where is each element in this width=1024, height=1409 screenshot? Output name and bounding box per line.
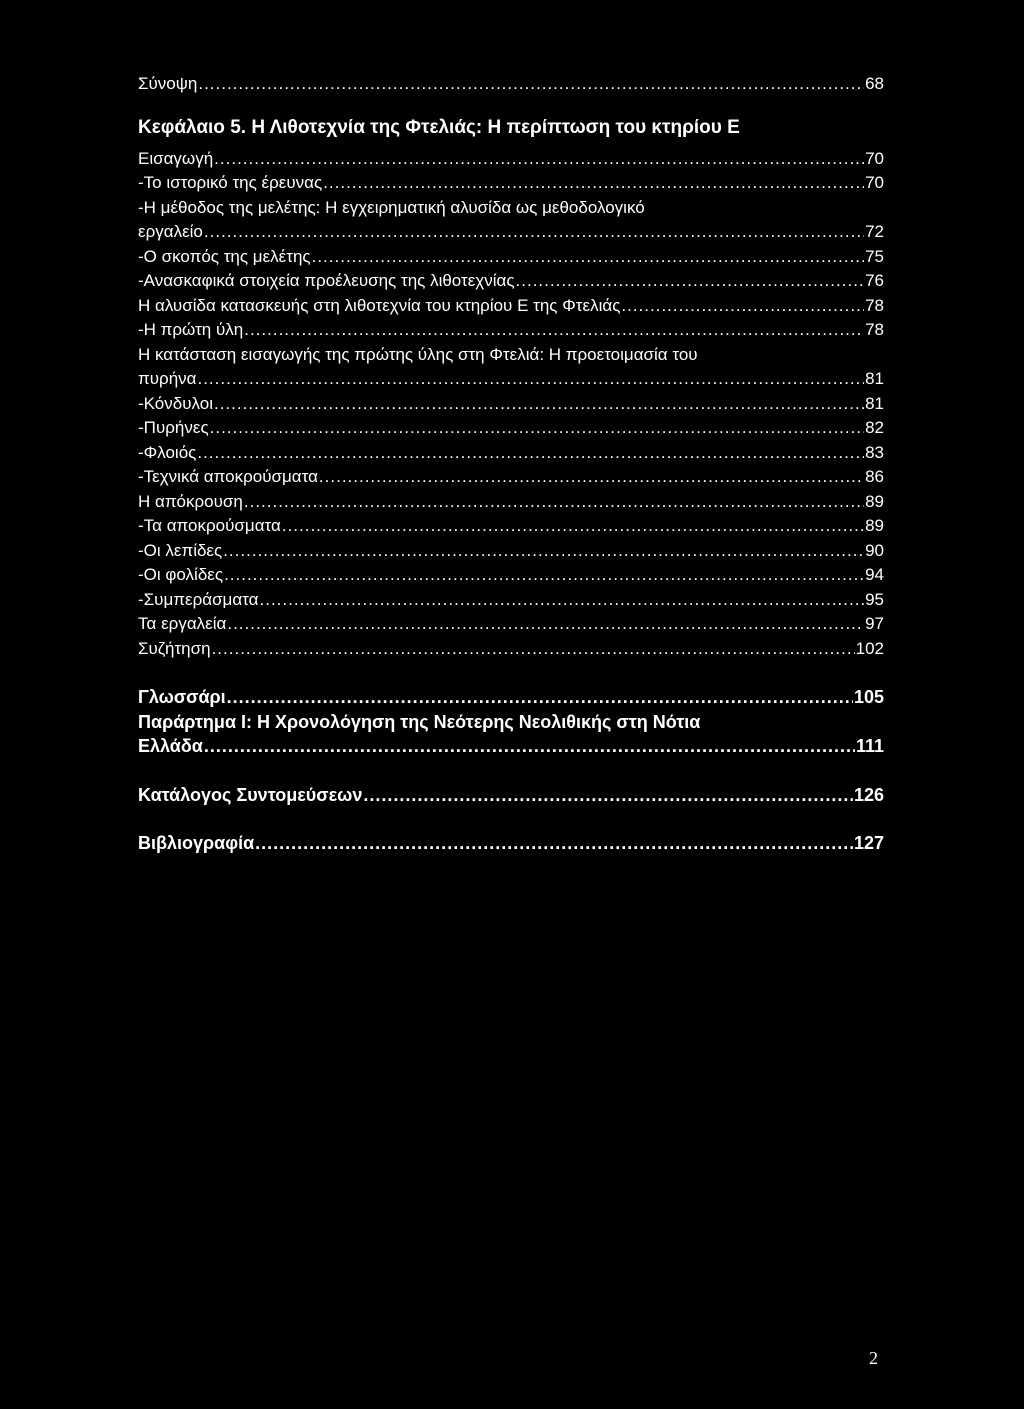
toc-entry-label: -Φλοιός xyxy=(138,442,197,462)
toc-entry-label: -Πυρήνες xyxy=(138,418,209,437)
dot-leader xyxy=(244,318,864,343)
dot-leader xyxy=(516,269,865,294)
toc-entry-page: 95 xyxy=(865,589,884,609)
toc-entry-page: 126 xyxy=(853,784,884,805)
toc-entry-label: Η απόκρουση xyxy=(138,491,243,511)
toc-entry xyxy=(138,588,884,613)
dot-leader xyxy=(204,734,855,759)
toc-entry-label: Ελλάδα xyxy=(138,736,203,756)
toc-entry-page: 90 xyxy=(865,540,884,560)
toc-entry-label: -Ανασκαφικά στοιχεία προέλευσης της λιθοτεχνίας xyxy=(138,271,515,290)
dot-leader xyxy=(255,831,853,856)
dot-leader xyxy=(197,367,864,392)
toc-entry-page: 81 xyxy=(865,393,884,413)
toc-entry-bibliography xyxy=(138,831,884,856)
toc-entry-label: Κατάλογος Συντομεύσεων xyxy=(138,784,363,805)
dot-leader xyxy=(319,465,864,490)
toc-entry-page: 94 xyxy=(865,565,884,584)
toc-entry-page: 70 xyxy=(865,173,884,192)
toc-entry-page: 86 xyxy=(865,467,884,486)
dot-leader xyxy=(323,171,864,196)
dot-leader xyxy=(227,612,864,637)
dot-leader xyxy=(244,490,864,515)
toc-entry-label: εργαλείο xyxy=(138,222,203,241)
toc-entry-abbreviations xyxy=(138,783,884,808)
toc-entry-label: -Οι λεπίδες xyxy=(138,540,223,560)
toc-entry-label: -Η πρώτη ύλη xyxy=(138,320,244,339)
toc-entry xyxy=(138,147,884,172)
toc-entry-page: 68 xyxy=(865,74,884,93)
toc-entry-page: 82 xyxy=(865,418,884,437)
toc-entry-page: 127 xyxy=(853,833,884,853)
dot-leader xyxy=(260,588,865,613)
toc-entry-page: 78 xyxy=(865,320,884,339)
dot-leader xyxy=(621,294,864,319)
dot-leader xyxy=(210,416,864,441)
toc-entry xyxy=(138,220,884,245)
toc-entry-label: -Κόνδυλοι xyxy=(138,393,213,413)
toc-entry xyxy=(138,245,884,270)
toc-entry-page: 102 xyxy=(855,638,884,658)
toc-entry-label: Βιβλιογραφία xyxy=(138,833,255,853)
dot-leader xyxy=(198,72,864,97)
dot-leader xyxy=(282,514,864,539)
toc-entry xyxy=(138,392,884,417)
dot-leader xyxy=(312,245,864,270)
chapter-5-heading: Κεφάλαιο 5. Η Λιθοτεχνία της Φτελιάς: Η περίπτωση του κτηρίου Ε xyxy=(138,116,740,138)
toc-entry-label: Τα εργαλεία xyxy=(138,614,227,633)
toc-entry-label: Σύνοψη xyxy=(138,74,198,93)
page-number: 2 xyxy=(869,1348,878,1368)
toc-entry-label: πυρήνα xyxy=(138,369,197,388)
toc-entry-label-line1: -Η μέθοδος της μελέτης: Η εγχειρηματική αλυσίδα ως μεθοδολογικό xyxy=(138,197,645,217)
toc-entry xyxy=(138,441,884,466)
toc-entry-page: 81 xyxy=(865,369,884,388)
toc-entry xyxy=(138,514,884,539)
toc-entry-label: Συζήτηση xyxy=(138,638,211,658)
toc-entry-page: 105 xyxy=(853,687,884,707)
dot-leader xyxy=(204,220,864,245)
dot-leader xyxy=(224,563,864,588)
toc-entry xyxy=(138,465,884,490)
dot-leader xyxy=(214,392,864,417)
dot-leader xyxy=(214,147,864,172)
toc-entry-label-line1: Η κατάσταση εισαγωγής της πρώτης ύλης στη Φτελιά: Η προετοιμασία του xyxy=(138,344,698,364)
toc-entry xyxy=(138,637,884,662)
toc-entry xyxy=(138,269,884,294)
toc-entry-label: -Ο σκοπός της μελέτης xyxy=(138,246,311,266)
toc-entry-label: Εισαγωγή xyxy=(138,148,214,168)
toc-entry-label: Η αλυσίδα κατασκευής στη λιθοτεχνία του κτηρίου Ε της Φτελιάς xyxy=(138,295,621,315)
toc-entry xyxy=(138,171,884,196)
toc-entry xyxy=(138,612,884,637)
dot-leader xyxy=(197,441,864,466)
table-of-contents xyxy=(138,72,884,856)
dot-leader xyxy=(227,685,853,710)
toc-entry-page: 72 xyxy=(865,222,884,241)
toc-entry-page: 89 xyxy=(865,516,884,535)
toc-entry-glossary xyxy=(138,685,884,710)
dot-leader xyxy=(212,637,855,662)
toc-entry-label: -Το ιστορικό της έρευνας xyxy=(138,173,323,192)
toc-entry-page: 78 xyxy=(865,295,884,315)
toc-entry-label: -Συμπεράσματα xyxy=(138,589,259,609)
dot-leader xyxy=(223,539,864,564)
toc-entry-page: 76 xyxy=(865,271,884,290)
dot-leader xyxy=(363,783,853,808)
toc-entry-label: -Τεχνικά αποκρούσματα xyxy=(138,467,318,486)
toc-entry-label: -Τα αποκρούσματα xyxy=(138,516,281,535)
toc-entry-appendix-line1: Παράρτημα Ι: Η Χρονολόγηση της Νεότερης Νεολιθικής στη Νότια xyxy=(138,711,701,732)
toc-entry xyxy=(138,318,884,343)
toc-entry xyxy=(138,563,884,588)
toc-entry xyxy=(138,539,884,564)
toc-entry-appendix xyxy=(138,734,884,759)
toc-entry-page: 111 xyxy=(855,736,884,756)
toc-entry-page: 75 xyxy=(865,246,884,266)
toc-entry xyxy=(138,294,884,319)
toc-entry-page: 97 xyxy=(865,614,884,633)
toc-entry-synopsis xyxy=(138,72,884,97)
toc-entry xyxy=(138,367,884,392)
toc-entry-page: 89 xyxy=(865,491,884,511)
toc-entry-label: -Οι φολίδες xyxy=(138,565,224,584)
toc-entry-page: 83 xyxy=(865,442,884,462)
toc-entry-page: 70 xyxy=(865,148,884,168)
toc-entry xyxy=(138,490,884,515)
toc-entry xyxy=(138,416,884,441)
toc-entry-label: Γλωσσάρι xyxy=(138,687,226,707)
